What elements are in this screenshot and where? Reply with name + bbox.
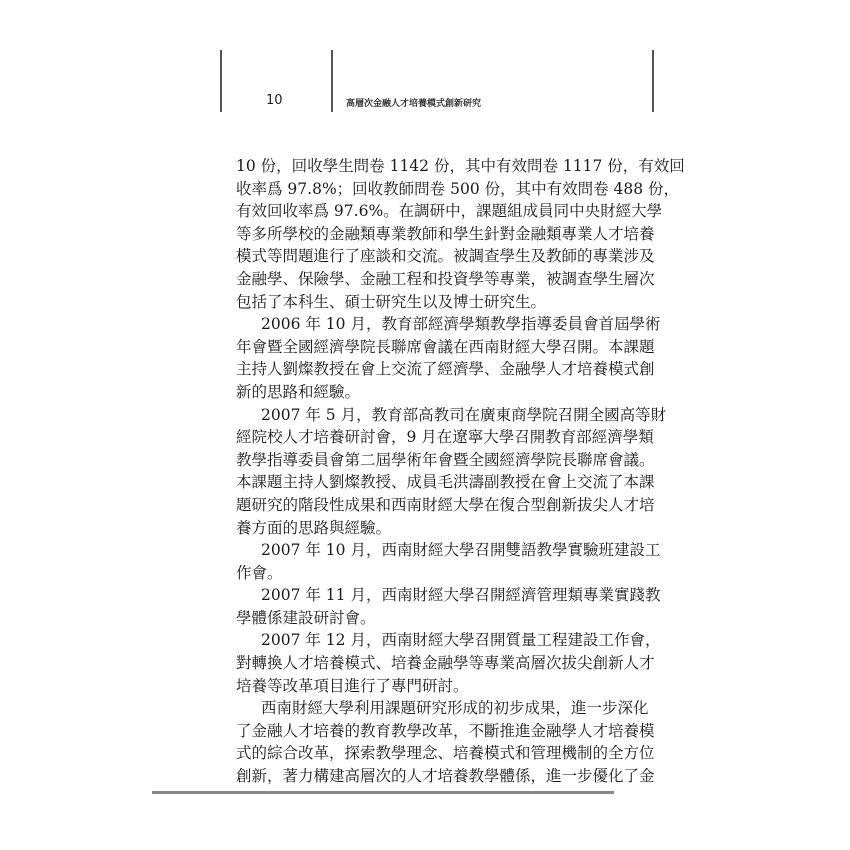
text-line: 模式等問題進行了座談和交流。被調查學生及教師的專業涉及 <box>236 247 655 266</box>
text-line: 本課題主持人劉燦教授、成員毛洪濤副教授在會上交流了本課 <box>236 473 655 492</box>
text-line: 了金融人才培養的教育教學改革，不斷推進金融學人才培養模 <box>236 721 655 740</box>
text-line: 教學指導委員會第二屆學術年會暨全國經濟學院長聯席會議。 <box>236 450 655 469</box>
header-rule-middle <box>331 50 333 112</box>
text-line: 創新，著力構建高層次的人才培養教學體係，進一步優化了金 <box>236 767 655 786</box>
paragraph <box>236 584 661 629</box>
page-number: 10 <box>266 93 283 108</box>
text-line: 對轉換人才培養模式、培養金融學等專業高層次拔尖創新人才 <box>236 654 655 673</box>
text-line: 收率爲 97.8%；回收教師問卷 500 份，其中有效問卷 488 份， <box>236 179 680 198</box>
text-line: 2007 年 12 月，西南財經大學召開質量工程建設工作會， <box>261 631 661 650</box>
paragraph <box>236 629 661 697</box>
text-line: 2007 年 5 月，教育部高教司在廣東商學院召開全國高等財 <box>261 405 667 424</box>
text-line: 經院校人才培養研討會，9 月在遼寧大學召開教育部經濟學類 <box>236 428 654 447</box>
text-line: 學體係建設研討會。 <box>236 608 376 627</box>
paragraph <box>236 404 667 540</box>
text-line: 培養等改革項目進行了專門研討。 <box>236 676 469 695</box>
text-line: 年會暨全國經濟學院長聯席會議在西南財經大學召開。本課題 <box>236 337 655 356</box>
text-line: 題研究的階段性成果和西南財經大學在復合型創新拔尖人才培 <box>236 495 655 514</box>
text-line: 主持人劉燦教授在會上交流了經濟學、金融學人才培養模式創 <box>236 360 655 379</box>
header-rule-right <box>652 50 654 112</box>
body-text <box>236 155 685 788</box>
text-line: 新的思路和經驗。 <box>236 382 361 401</box>
text-line: 養方面的思路與經驗。 <box>236 518 392 537</box>
text-line: 金融學、保險學、金融工程和投資學等專業，被調查學生層次 <box>236 269 655 288</box>
text-line: 10 份，回收學生問卷 1142 份，其中有效問卷 1117 份，有效回 <box>236 157 685 175</box>
paragraph <box>236 697 655 787</box>
text-line: 作會。 <box>236 563 283 582</box>
footer-rule <box>152 791 614 794</box>
text-line: 2007 年 10 月，西南財經大學召開雙語教學實驗班建設工 <box>261 541 661 560</box>
text-line: 等多所學校的金融類專業教師和學生針對金融類專業人才培養 <box>236 224 655 243</box>
text-line: 式的綜合改革，探索教學理念、培養模式和管理機制的全方位 <box>236 744 655 763</box>
running-title: 高層次金融人才培養模式創新研究 <box>346 99 482 109</box>
text-line: 有效回收率爲 97.6%。在調研中，課題組成員同中央財經大學 <box>236 202 663 221</box>
paragraph <box>236 313 661 403</box>
header-rule-left <box>220 50 222 112</box>
text-line: 西南財經大學利用課題研究形成的初步成果，進一步深化 <box>261 699 649 718</box>
text-line: 2006 年 10 月，教育部經濟學類教學指導委員會首屆學術 <box>261 315 661 334</box>
paragraph <box>236 155 685 313</box>
paragraph <box>236 539 661 584</box>
text-line: 包括了本科生、碩士研究生以及博士研究生。 <box>236 292 547 311</box>
text-line: 2007 年 11 月，西南財經大學召開經濟管理類專業實踐教 <box>261 586 661 605</box>
